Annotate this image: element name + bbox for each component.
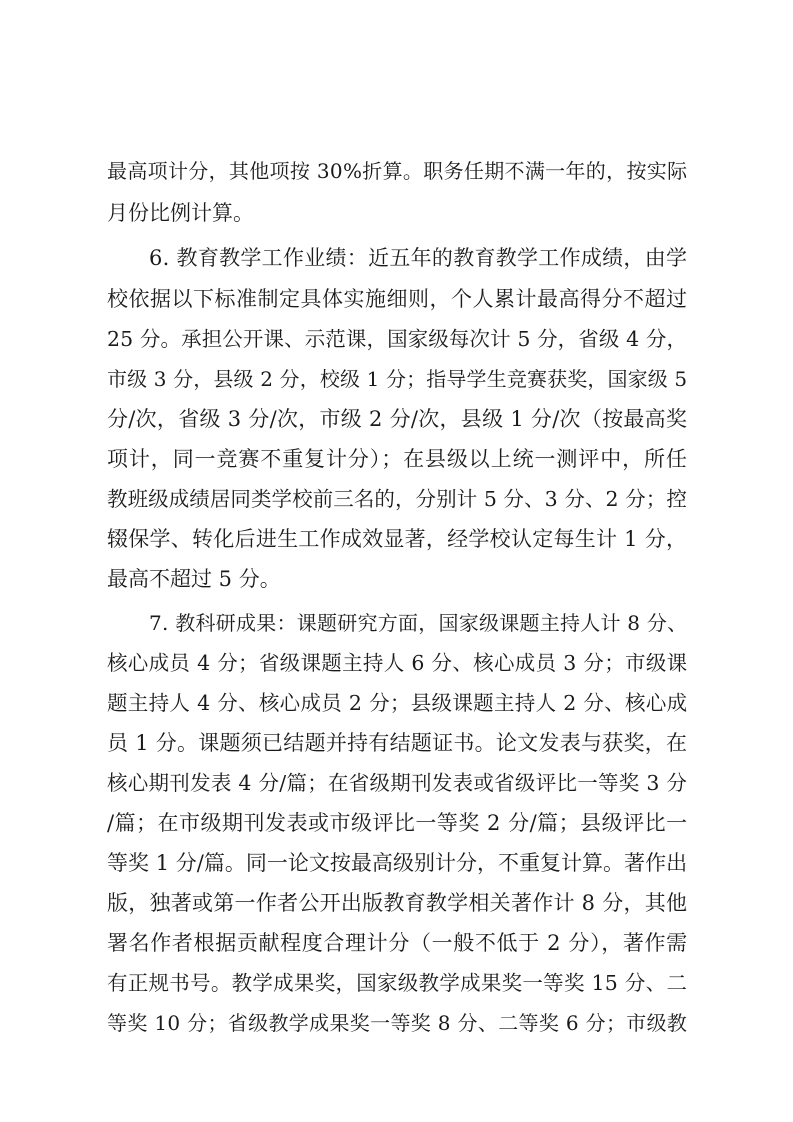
paragraph-line: 题主持人 4 分、核心成员 2 分；县级课题主持人 2 分、核心成 bbox=[107, 691, 688, 715]
paragraph-line: 署名作者根据贡献程度合理计分（一般不低于 2 分），著作需 bbox=[107, 931, 688, 955]
paragraph-line: 核心期刊发表 4 分/篇；在省级期刊发表或省级评比一等奖 3 分 bbox=[107, 771, 688, 795]
paragraph-line: 6. 教育教学工作业绩：近五年的教育教学工作成绩，由学 bbox=[149, 246, 688, 270]
paragraph-line: 教班级成绩居同类学校前三名的，分别计 5 分、3 分、2 分；控 bbox=[107, 487, 687, 511]
paragraph-line: 校依据以下标准制定具体实施细则，个人累计最高得分不超过 bbox=[107, 287, 688, 311]
paragraph-line: 月份比例计算。 bbox=[107, 201, 254, 225]
paragraph-line: 最高不超过 5 分。 bbox=[107, 567, 281, 591]
paragraph-line: 员 1 分。课题须已结题并持有结题证书。论文发表与获奖，在 bbox=[107, 731, 688, 755]
paragraph-line: 7. 教科研成果：课题研究方面，国家级课题主持人计 8 分、 bbox=[149, 611, 688, 635]
paragraph-line: 有正规书号。教学成果奖，国家级教学成果奖一等奖 15 分、二 bbox=[107, 971, 688, 995]
paragraph-line: 辍保学、转化后进生工作成效显著，经学校认定每生计 1 分， bbox=[107, 527, 688, 551]
paragraph-line: 等奖 10 分；省级教学成果奖一等奖 8 分、二等奖 6 分；市级教 bbox=[107, 1011, 688, 1035]
paragraph-line: 分/次，省级 3 分/次，市级 2 分/次，县级 1 分/次（按最高奖 bbox=[107, 407, 688, 431]
paragraph-line: 最高项计分，其他项按 30%折算。职务任期不满一年的，按实际 bbox=[107, 159, 688, 183]
paragraph-line: 项计，同一竞赛不重复计分）；在县级以上统一测评中，所任 bbox=[107, 447, 688, 471]
paragraph-line: 25 分。承担公开课、示范课，国家级每次计 5 分，省级 4 分， bbox=[107, 327, 688, 351]
paragraph-line: 核心成员 4 分；省级课题主持人 6 分、核心成员 3 分；市级课 bbox=[107, 651, 688, 675]
paragraph-line: 版，独著或第一作者公开出版教育教学相关著作计 8 分，其他 bbox=[107, 891, 688, 915]
paragraph-line: 等奖 1 分/篇。同一论文按最高级别计分，不重复计算。著作出 bbox=[107, 851, 688, 875]
paragraph-line: 市级 3 分，县级 2 分，校级 1 分；指导学生竞赛获奖，国家级 5 bbox=[107, 367, 688, 391]
paragraph-line: /篇；在市级期刊发表或市级评比一等奖 2 分/篇；县级评比一 bbox=[107, 811, 688, 835]
